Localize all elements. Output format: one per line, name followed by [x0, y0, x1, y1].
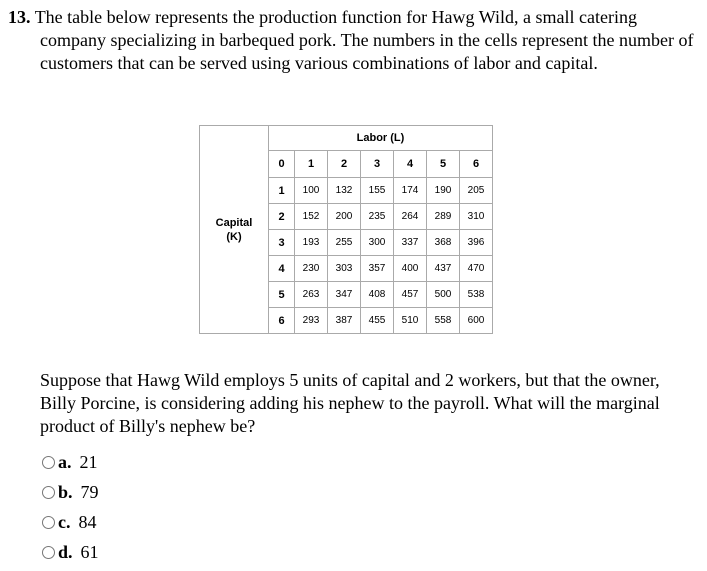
table-cell: 303 [328, 256, 361, 282]
capital-value-cell: 6 [269, 308, 295, 334]
question-number: 13. [8, 7, 31, 27]
option-value: 84 [78, 511, 97, 532]
table-cell: 368 [427, 230, 460, 256]
question-text: The table below represents the production function for Hawg Wild, a small catering company specializing in barbequed pork. The numbers in the cells represent the number of customers that can be served using various combinations of labor and capital. [34, 7, 694, 73]
table-cell: 310 [460, 204, 493, 230]
header-cell: 1 [295, 151, 328, 178]
table-cell: 347 [328, 282, 361, 308]
table-cell: 255 [328, 230, 361, 256]
table-cell: 263 [295, 282, 328, 308]
production-function-table [199, 125, 493, 334]
table-cell: 289 [427, 204, 460, 230]
table-cell: 396 [460, 230, 493, 256]
radio-button[interactable] [42, 456, 55, 469]
capital-value-cell: 3 [269, 230, 295, 256]
answer-options [42, 447, 99, 567]
question-stem: Suppose that Hawg Wild employs 5 units of capital and 2 workers, but that the owner, Billy Porcine, is considering adding his nephew to the payroll. What will the marginal product of Billy's nephew be? [40, 370, 660, 436]
table-cell: 193 [295, 230, 328, 256]
capital-value-cell: 2 [269, 204, 295, 230]
radio-button[interactable] [42, 546, 55, 559]
table-cell: 205 [460, 178, 493, 204]
table-cell: 500 [427, 282, 460, 308]
capital-axis-label [200, 126, 269, 334]
table-cell: 264 [394, 204, 427, 230]
table-cell: 152 [295, 204, 328, 230]
table-cell: 100 [295, 178, 328, 204]
table-cell: 235 [361, 204, 394, 230]
option-value: 21 [79, 451, 98, 472]
table-cell: 558 [427, 308, 460, 334]
header-cell: 6 [460, 151, 493, 178]
capital-value-cell: 5 [269, 282, 295, 308]
table-cell: 400 [394, 256, 427, 282]
table-cell: 387 [328, 308, 361, 334]
option-b[interactable] [42, 477, 99, 507]
option-letter: c. [58, 511, 71, 532]
labor-axis-label: Labor (L) [269, 126, 493, 151]
header-cell: 2 [328, 151, 361, 178]
table-cell: 457 [394, 282, 427, 308]
option-value: 79 [80, 481, 99, 502]
table-cell: 300 [361, 230, 394, 256]
option-d[interactable] [42, 537, 99, 567]
table-cell: 470 [460, 256, 493, 282]
table-cell: 174 [394, 178, 427, 204]
capital-value-cell: 1 [269, 178, 295, 204]
header-cell: 4 [394, 151, 427, 178]
table-cell: 408 [361, 282, 394, 308]
capital-label-text: Capital [215, 216, 253, 229]
option-c[interactable] [42, 507, 99, 537]
table-cell: 538 [460, 282, 493, 308]
radio-button[interactable] [42, 516, 55, 529]
table-cell: 132 [328, 178, 361, 204]
table-cell: 293 [295, 308, 328, 334]
radio-button[interactable] [42, 486, 55, 499]
header-cell: 3 [361, 151, 394, 178]
table-cell: 600 [460, 308, 493, 334]
option-letter: b. [58, 481, 73, 502]
question-block [8, 6, 703, 75]
table-cell: 200 [328, 204, 361, 230]
table-cell: 155 [361, 178, 394, 204]
question-text-line [8, 6, 703, 75]
header-cell: 0 [269, 151, 295, 178]
table-cell: 455 [361, 308, 394, 334]
table-cell: 230 [295, 256, 328, 282]
capital-value-cell: 4 [269, 256, 295, 282]
table-cell: 510 [394, 308, 427, 334]
option-letter: a. [58, 451, 72, 472]
table-cell: 190 [427, 178, 460, 204]
option-a[interactable] [42, 447, 99, 477]
header-cell: 5 [427, 151, 460, 178]
option-value: 61 [80, 541, 99, 562]
table-cell: 437 [427, 256, 460, 282]
option-letter: d. [58, 541, 73, 562]
table-cell: 357 [361, 256, 394, 282]
capital-label-symbol: (K) [226, 230, 242, 243]
table-cell: 337 [394, 230, 427, 256]
